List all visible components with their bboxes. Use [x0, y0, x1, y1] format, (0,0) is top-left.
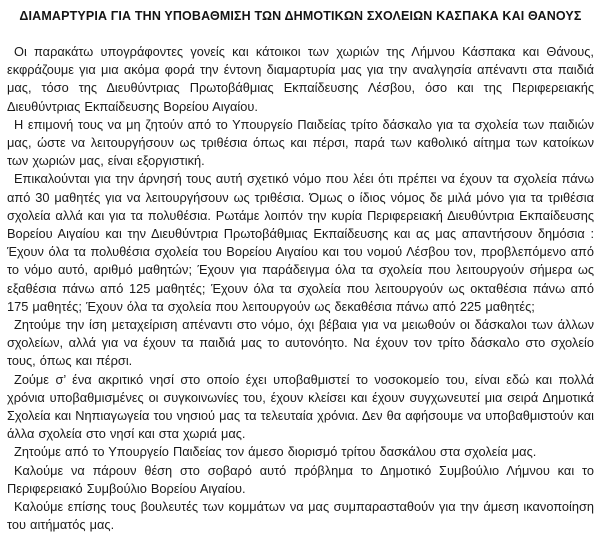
paragraph-insistence: Η επιμονή τους να μη ζητούν από το Υπουργείο Παιδείας τρίτο δάσκαλο για τα σχολεία των παιδιών μας, ώστε να λειτουργήσουν ως τριθέσια όπως και πέρσι, παρά των καθολικό αίτημα των κατοίκων των χωριών μας, είναι εξοργιστική. [7, 116, 594, 169]
document-title: ΔΙΑΜΑΡΤΥΡΙΑ ΓΙΑ ΤΗΝ ΥΠΟΒΑΘΜΙΣΗ ΤΩΝ ΔΗΜΟΤΙΚΩΝ ΣΧΟΛΕΙΩΝ ΚΑΣΠΑΚΑ ΚΑΙ ΘΑΝΟΥΣ [19, 9, 582, 23]
paragraph-island-downgrades: Ζούμε σ’ ένα ακριτικό νησί στο οποίο έχει υποβαθμιστεί το νοσοκομείο του, είναι εδώ και πολλά χρόνια υποβαθμισμένες οι συγκοινωνίες του, έχουν κλείσει και έχουν συγχωνευτεί μια σειρά Δημοτικά Σχολεία και Νηπιαγωγεία του νησιού μας τα τελευταία χρόνια. Δεν θα αφήσουμε να υποβαθμιστούν και άλλα σχολεία στο νησί και στα χωριά μας. [7, 371, 594, 442]
document-body [7, 43, 594, 534]
paragraph-call-councils: Καλούμε να πάρουν θέση στο σοβαρό αυτό πρόβλημα το Δημοτικό Συμβούλιο Λήμνου και το Περιφερειακό Συμβούλιο Βορείου Αιγαίου. [7, 462, 594, 496]
paragraph-call-mps: Καλούμε επίσης τους βουλευτές των κομμάτων να μας συμπαρασταθούν για την άμεση ικανοποίηση του αιτήματός μας. [7, 499, 594, 533]
paragraph-law-questions: Επικαλούνται για την άρνησή τους αυτή σχετικό νόμο που λέει ότι πρέπει να έχουν τα σχολεία πάνω από 30 μαθητές για να λειτουργήσουν ως τριθέσια. Όμως ο ίδιος νόμος δε μιλά μόνο για τα τριθέσια σχολεία αλλά και για τα πολυθέσια. Ρωτάμε λοιπόν την κυρία Περιφερειακή Διευθύντρια Εκπαίδευσης Βορείου Αιγαίου και την Διευθύντρια Πρωτοβάθμιας Εκπαίδευσης και ας μας απαντήσουν δημόσια : Έχουν όλα τα πολυθέσια σχολεία του Βορείου Αιγαίου και του νομού Λέσβου τον, προβλεπόμενο από το νόμο αυτό, αριθμό μαθητών; Έχουν για παράδειγμα όλα τα σχολεία που λειτουργούν σήμερα ως εξαθέσια πάνω από 125 μαθητές; Έχουν όλα τα σχολεία που λειτουργούν ως οκταθέσια πάνω από 175 μαθητές; Έχουν όλα τα σχολεία που λειτουργούν ως δεκαθέσια πάνω από 225 μαθητές; [7, 171, 594, 314]
paragraph-equal-treatment: Ζητούμε την ίση μεταχείριση απέναντι στο νόμο, όχι βέβαια για να μειωθούν οι δάσκαλοι των άλλων σχολείων, αλλά για να έχουν τα παιδιά μας το αυτονόητο. Να έχουν τον τρίτο δάσκαλο στο σχολείο τους, όπως και πέρσι. [7, 317, 594, 369]
paragraph-intro-signatories: Οι παρακάτω υπογράφοντες γονείς και κάτοικοι των χωριών της Λήμνου Κάσπακα και Θάνους, εκφράζουμε για μια ακόμα φορά την έντονη διαμαρτυρία μας για την αναλγησία απέναντι στα παιδιά μας, τόσο της Διευθύντριας Πρωτοβάθμιας Εκπαίδευσης Λέσβου, όσο και της Περιφερειακής Διευθύντριας Εκπαίδευσης Βορείου Αιγαίου. [7, 44, 594, 114]
paragraph-demand-teacher: Ζητούμε από το Υπουργείο Παιδείας τον άμεσο διορισμό τρίτου δασκάλου στα σχολεία μας. [14, 444, 537, 460]
